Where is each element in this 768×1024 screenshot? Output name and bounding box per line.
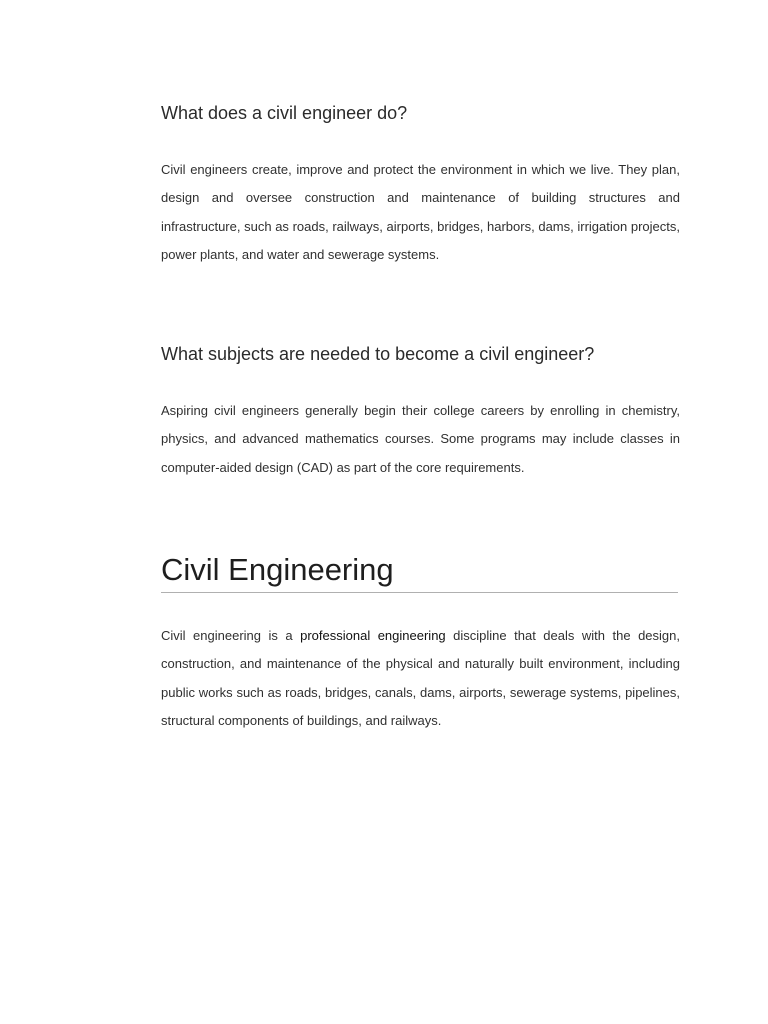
title-divider — [161, 592, 678, 593]
definition-paragraph — [161, 622, 680, 735]
paragraph-text-start: Civil engineering is a — [161, 628, 301, 643]
section-required-subjects-body — [161, 397, 680, 482]
professional-engineering-link[interactable]: professional engineering — [300, 628, 446, 643]
section-paragraph: Civil engineers create, improve and protect the environment in which we live. They plan, design and oversee construction and maintenance of building structures and infrastructure, such as roads, railways, airports, bridges, harbors, dams, irrigation projects, power plants, and water and sewerage systems. — [161, 162, 680, 262]
section-civil-engineer-role-body — [161, 156, 680, 269]
section-paragraph: Aspiring civil engineers generally begin their college careers by enrolling in chemistry, physics, and advanced mathematics courses. Some programs may include classes in computer-aided design (CAD) as part of the core requirements. — [161, 403, 680, 475]
section-heading: What does a civil engineer do? — [161, 103, 408, 123]
document-title-block — [161, 551, 680, 589]
section-civil-engineer-role — [161, 101, 680, 125]
section-civil-engineering-definition — [161, 622, 680, 735]
section-heading: What subjects are needed to become a civil engineer? — [161, 344, 595, 364]
section-required-subjects — [161, 342, 680, 366]
paragraph-text-end: discipline that deals with the design, construction, and maintenance of the physical and naturally built environment, including public works such as roads, bridges, canals, dams, airports, sewerage systems, pipelines, structural components of buildings, and railways. — [161, 628, 680, 728]
document-title: Civil Engineering — [161, 552, 394, 587]
